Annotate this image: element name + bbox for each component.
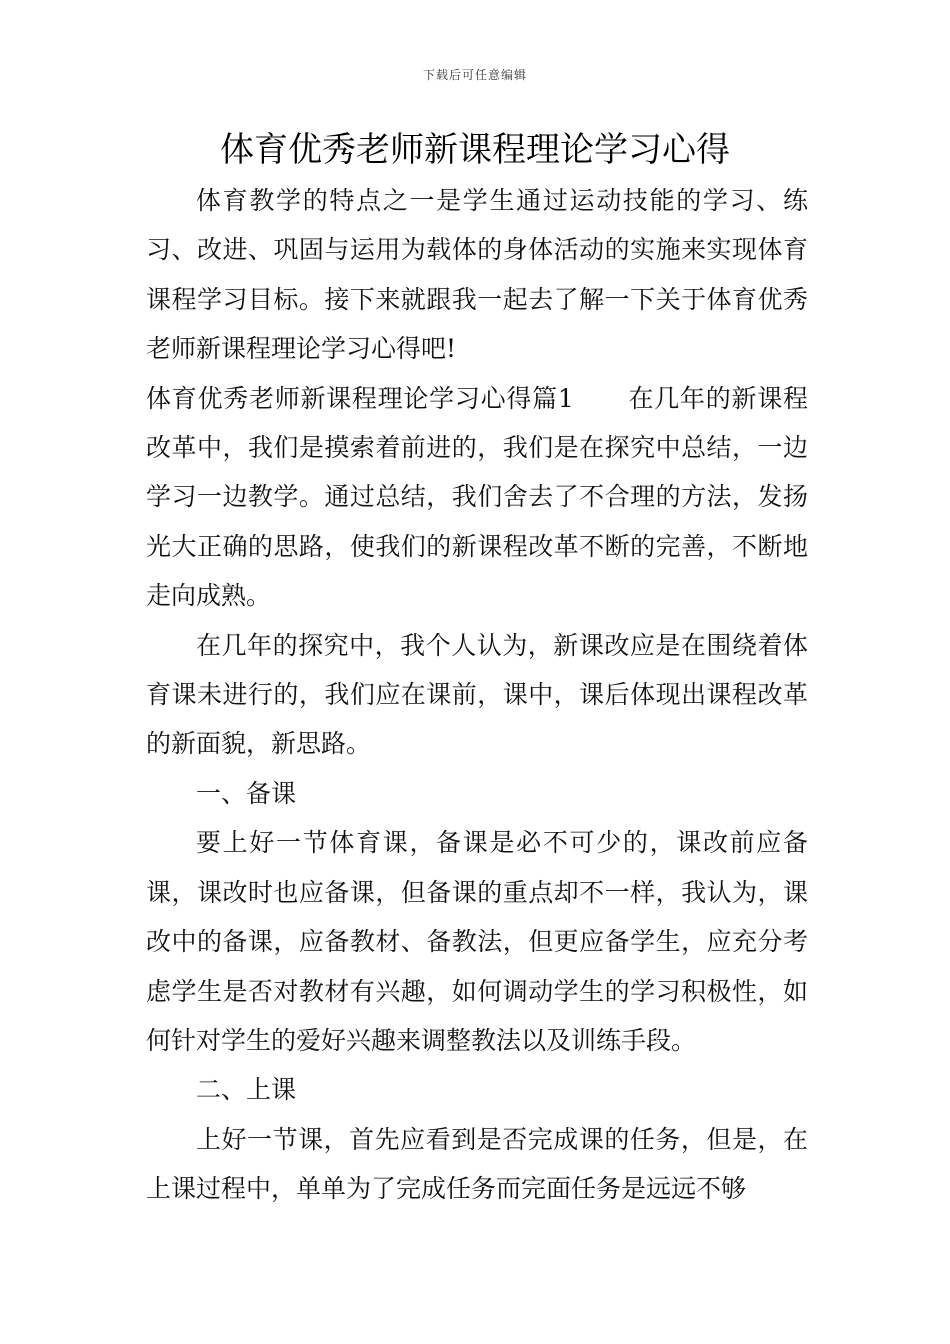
section-paragraph (146, 374, 808, 621)
document-body (146, 176, 808, 1214)
paragraph-3: 要上好一节体育课，备课是必不可少的，课改前应备课，课改时也应备课，但备课的重点却不一样，我认为，课改中的备课，应备教材、备教法，但更应备学生，应充分考虑学生是否对教材有兴趣，如何调动学生的学习积极性，如何针对学生的爱好兴趣来调整教法以及训练手段。 (146, 828, 808, 1055)
intro-paragraph: 体育教学的特点之一是学生通过运动技能的学习、练习、改进、巩固与运用为载体的身体活动的实施来实现体育课程学习目标。接下来就跟我一起去了解一下关于体育优秀老师新课程理论学习心得吧! (146, 186, 808, 364)
heading-teach-lesson: 二、上课 (196, 1075, 297, 1105)
paragraph-2: 在几年的探究中，我个人认为，新课改应是在围绕着体育课未进行的，我们应在课前，课中，课后体现出课程改革的新面貌，新思路。 (146, 630, 808, 759)
paragraph-4: 上好一节课，首先应看到是否完成课的任务，但是，在上课过程中，单单为了完成任务而完面任务是远远不够 (146, 1124, 808, 1204)
heading-prepare-lesson: 一、备课 (196, 778, 297, 808)
page-header-note: 下载后可任意编辑 (422, 68, 527, 82)
document-title: 体育优秀老师新课程理论学习心得 (220, 130, 730, 170)
section-title: 体育优秀老师新课程理论学习心得篇1 (146, 383, 574, 413)
section-text: 在几年的新课程改革中，我们是摸索着前进的，我们是在探究中总结，一边学习一边教学。通过总结，我们舍去了不合理的方法，发扬光大正确的思路，使我们的新课程改革不断的完善，不断地走向成熟。 (146, 383, 808, 611)
